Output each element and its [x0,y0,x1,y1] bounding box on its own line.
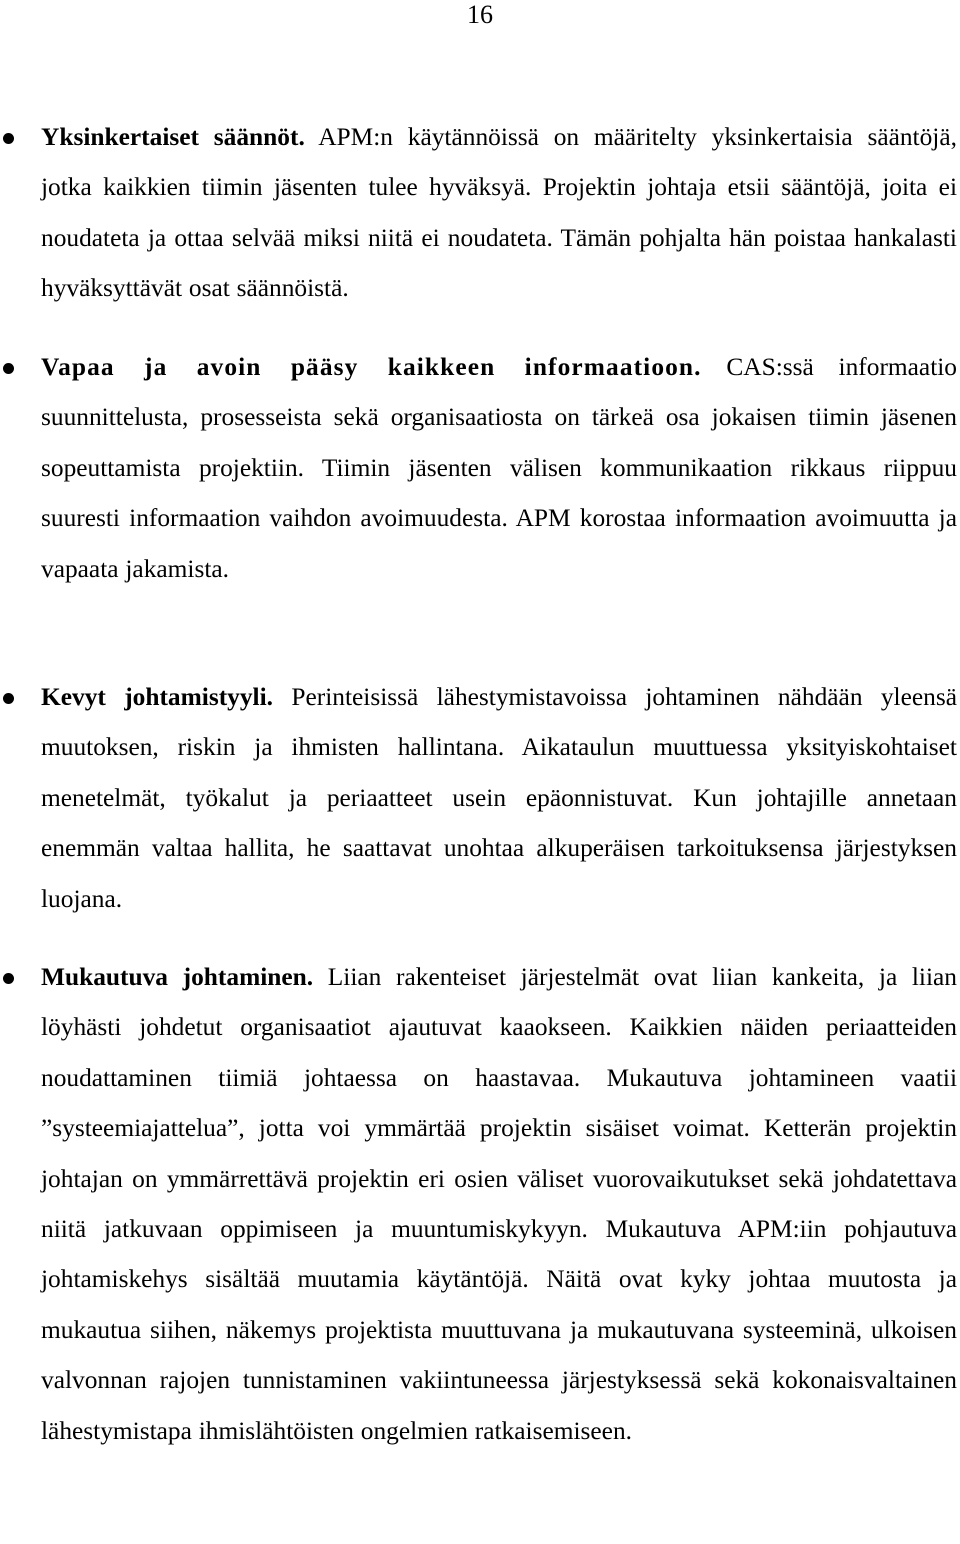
item-heading: Yksinkertaiset säännöt. [41,123,305,151]
paragraph [41,342,957,594]
page-number: 16 [467,0,493,29]
bullet-icon [3,973,14,984]
item-heading: Kevyt johtamistyyli. [41,683,274,711]
item-body: CAS:ssä informaatio suunnittelusta, prosesseista sekä organisaatiosta on tärkeä osa jokaisen tiimin jäsenen sopeuttamista projektiin. Tiimin jäsenten välisen kommunikaation rikkaus riippuu suuresti informaation vaihdon avoimuudesta. APM korostaa informaation avoimuutta ja vapaata jakamista. [41,353,957,583]
paragraph [41,952,957,1456]
item-body: Liian rakenteiset järjestelmät ovat liian kankeita, ja liian löyhästi johdetut organisaatiot ajautuvat kaaokseen. Kaikkien näiden periaatteiden noudattaminen tiimiä johtaessa on haastavaa. Mukautuva johtamineen vaatii ”systeemiajattelua”, jotta voi ymmärtää projektin sisäiset voimat. Ketterän projektin johtajan on ymmärrettävä projektin eri osien väliset vuorovaikutukset sekä johdatettava niitä jatkuvaan oppimiseen ja muuntumiskykyyn. Mukautuva APM:iin pohjautuva johtamiskehys sisältää muutamia käytäntöjä. Näitä ovat kyky johtaa muutosta ja mukautua siihen, näkemys projektista muuttuvana ja mukautuvana systeeminä, ulkoisen valvonnan rajojen tunnistaminen vakiintuneessa järjestyksessä sekä kokonaisvaltainen lähestymistapa ihmislähtöisten ongelmien ratkaisemiseen. [41,963,957,1445]
item-body: Perinteisissä lähestymistavoissa johtaminen nähdään yleensä muutoksen, riskin ja ihmisten hallintana. Aikataulun muuttuessa yksityiskohtaiset menetelmät, työkalut ja periaatteet usein epäonnistuvat. Kun johtajille annetaan enemmän valtaa hallita, he saattavat unohtaa alkuperäisen tarkoituksensa järjestyksen luojana. [41,683,957,913]
paragraph [41,672,957,924]
item-heading: Mukautuva johtaminen. [41,963,314,991]
item-body: APM:n käytännöissä on määritelty yksinkertaisia sääntöjä, jotka kaikkien tiimin jäsenten tulee hyväksyä. Projektin johtaja etsii sääntöjä, joita ei noudateta ja ottaa selvää miksi niitä ei noudateta. Tämän pohjalta hän poistaa hankalasti hyväksyttävät osat säännöistä. [41,123,957,303]
bullet-icon [3,363,14,374]
paragraph [41,112,957,314]
bullet-icon [3,693,14,704]
item-heading: Vapaa ja avoin pääsy kaikkeen informaatioon. [41,353,702,381]
bullet-icon [3,133,14,144]
